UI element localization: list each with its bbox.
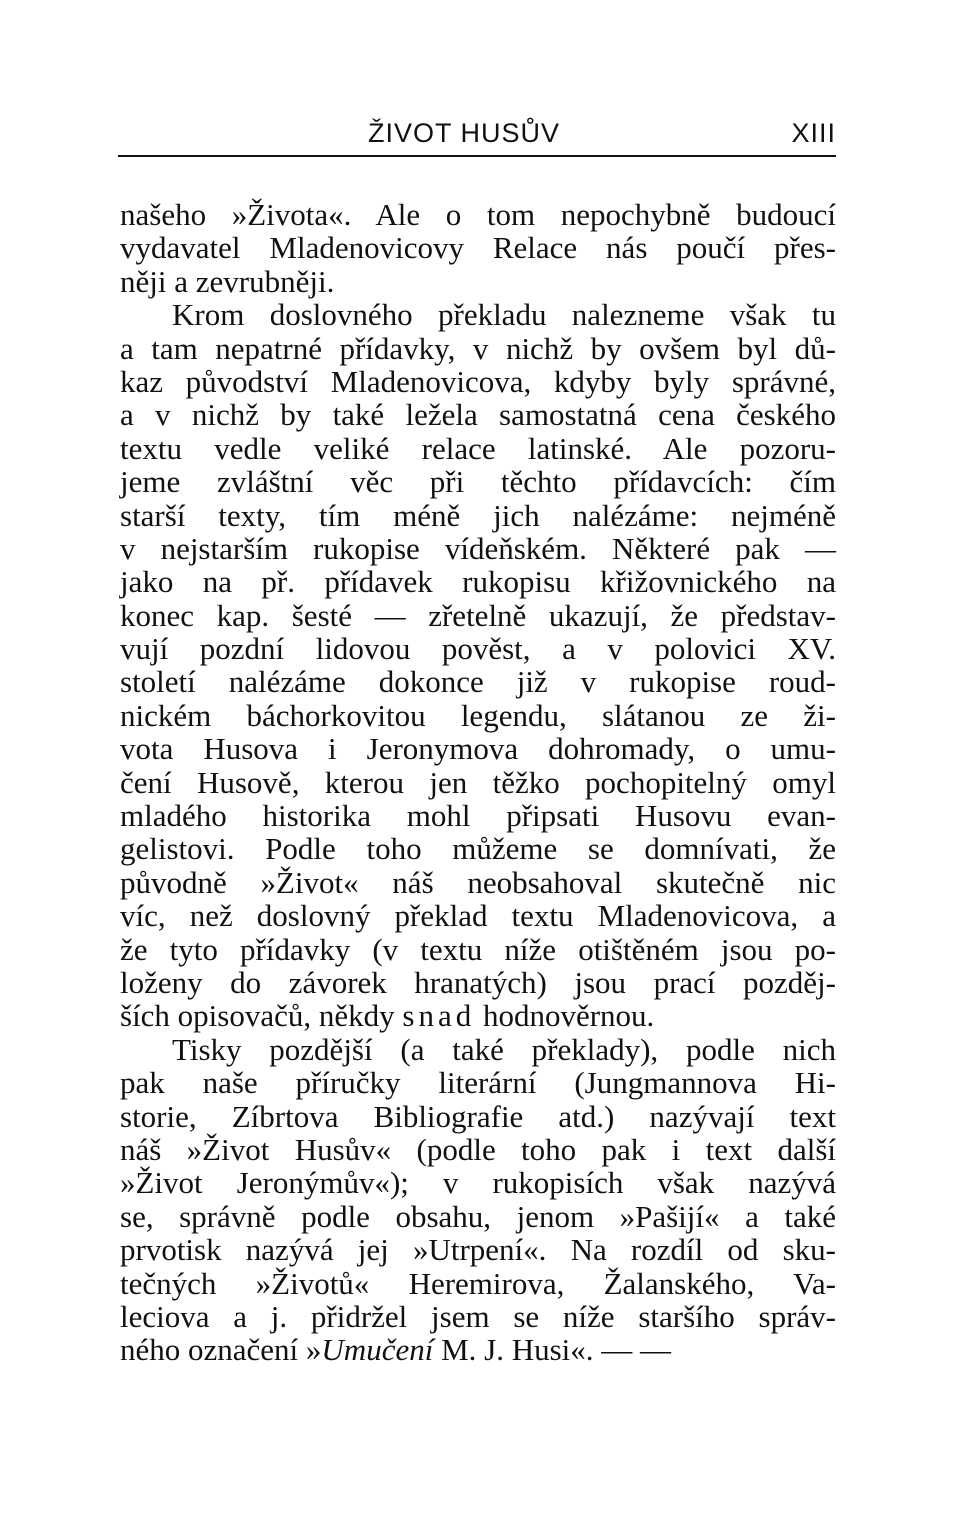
text-line: vydavatel Mladenovicovy Relace nás poučí přes- [120,230,836,266]
text-line: tečných »Životů« Heremirova, Žalanského, Va- [120,1265,836,1301]
text-line: nickém báchorkovitou legendu, slátanou ze ži- [120,697,836,733]
text-line: starší texty, tím méně jich nalézáme: nejméně [120,497,836,533]
text-line: konec kap. šesté — zřetelně ukazují, že představ- [120,597,836,633]
running-header [118,118,836,154]
text-line: gelistovi. Podle toho můžeme se domnívati, že [120,831,836,867]
text-line: vují pozdní lidovou pověst, a v polovici XV. [120,631,836,667]
page-number: XIII [791,118,836,148]
text-line: pak naše příručky literární (Jungmannova Hi- [120,1065,836,1101]
text-line: jeme zvláštní věc při těchto přídavcích: čím [120,464,836,500]
spaced-word: snad [402,998,476,1034]
text-segment: hodnověrnou. [482,998,655,1034]
text-line [120,1333,836,1366]
text-line: Krom doslovného překladu nalezneme však tu [172,297,836,333]
text-line: loženy do závorek hranatých) jsou prací pozděj- [120,964,836,1000]
text-line: jako na př. přídavek rukopisu křižovnického na [120,564,836,600]
text-line: původně »Život« náš neobsahoval skutečně nic [120,864,836,900]
text-line: Tisky pozdější (a také překlady), podle nich [172,1031,836,1067]
running-title: ŽIVOT HUSŮV [368,118,561,148]
text-line: něji a zevrubněji. [120,263,335,299]
text-line: leciova a j. přidržel jsem se níže staršího správ- [120,1298,836,1334]
text-line: náš »Život Husův« (podle toho pak i text další [120,1131,836,1167]
text-line: se, správně podle obsahu, jenom »Pašijí« a také [120,1198,836,1234]
text-segment: ného označení » [120,1332,322,1368]
text-segment: ších opisovačů, někdy [120,998,395,1034]
text-line: a tam nepatrné přídavky, v nichž by ovšem byl dů- [120,330,836,366]
text-line: mladého historika mohl připsati Husovu evan- [120,798,836,834]
text-line: kaz původství Mladenovicova, kdyby byly správné, [120,363,836,399]
text-line: textu vedle veliké relace latinské. Ale pozoru- [120,430,836,466]
text-line: vota Husova i Jeronymova dohromady, o umu- [120,731,836,767]
text-line [120,999,836,1032]
header-rule [118,155,836,157]
body-text [120,198,836,1367]
italic-title: Umučení [321,1332,434,1368]
text-line: »Život Jeronýmův«); v rukopisích však nazývá [120,1165,836,1201]
text-line: našeho »Života«. Ale o tom nepochybně budoucí [120,197,836,232]
text-line: čení Husově, kterou jen těžko pochopitelný omyl [120,764,836,800]
text-line: víc, než doslovný překlad textu Mladenovicova, a [120,898,836,934]
text-line: v nejstarším rukopise vídeňském. Některé pak — [120,530,836,566]
text-line: že tyto přídavky (v textu níže otištěném jsou po- [120,931,836,967]
text-line: storie, Zíbrtova Bibliografie atd.) nazývají text [120,1098,836,1134]
text-line: a v nichž by také ležela samostatná cena českého [120,397,836,433]
text-line: století nalézáme dokonce již v rukopise roud- [120,664,836,700]
text-line: prvotisk nazývá jej »Utrpení«. Na rozdíl od sku- [120,1232,836,1268]
text-segment: M. J. Husi«. — — [441,1332,672,1368]
